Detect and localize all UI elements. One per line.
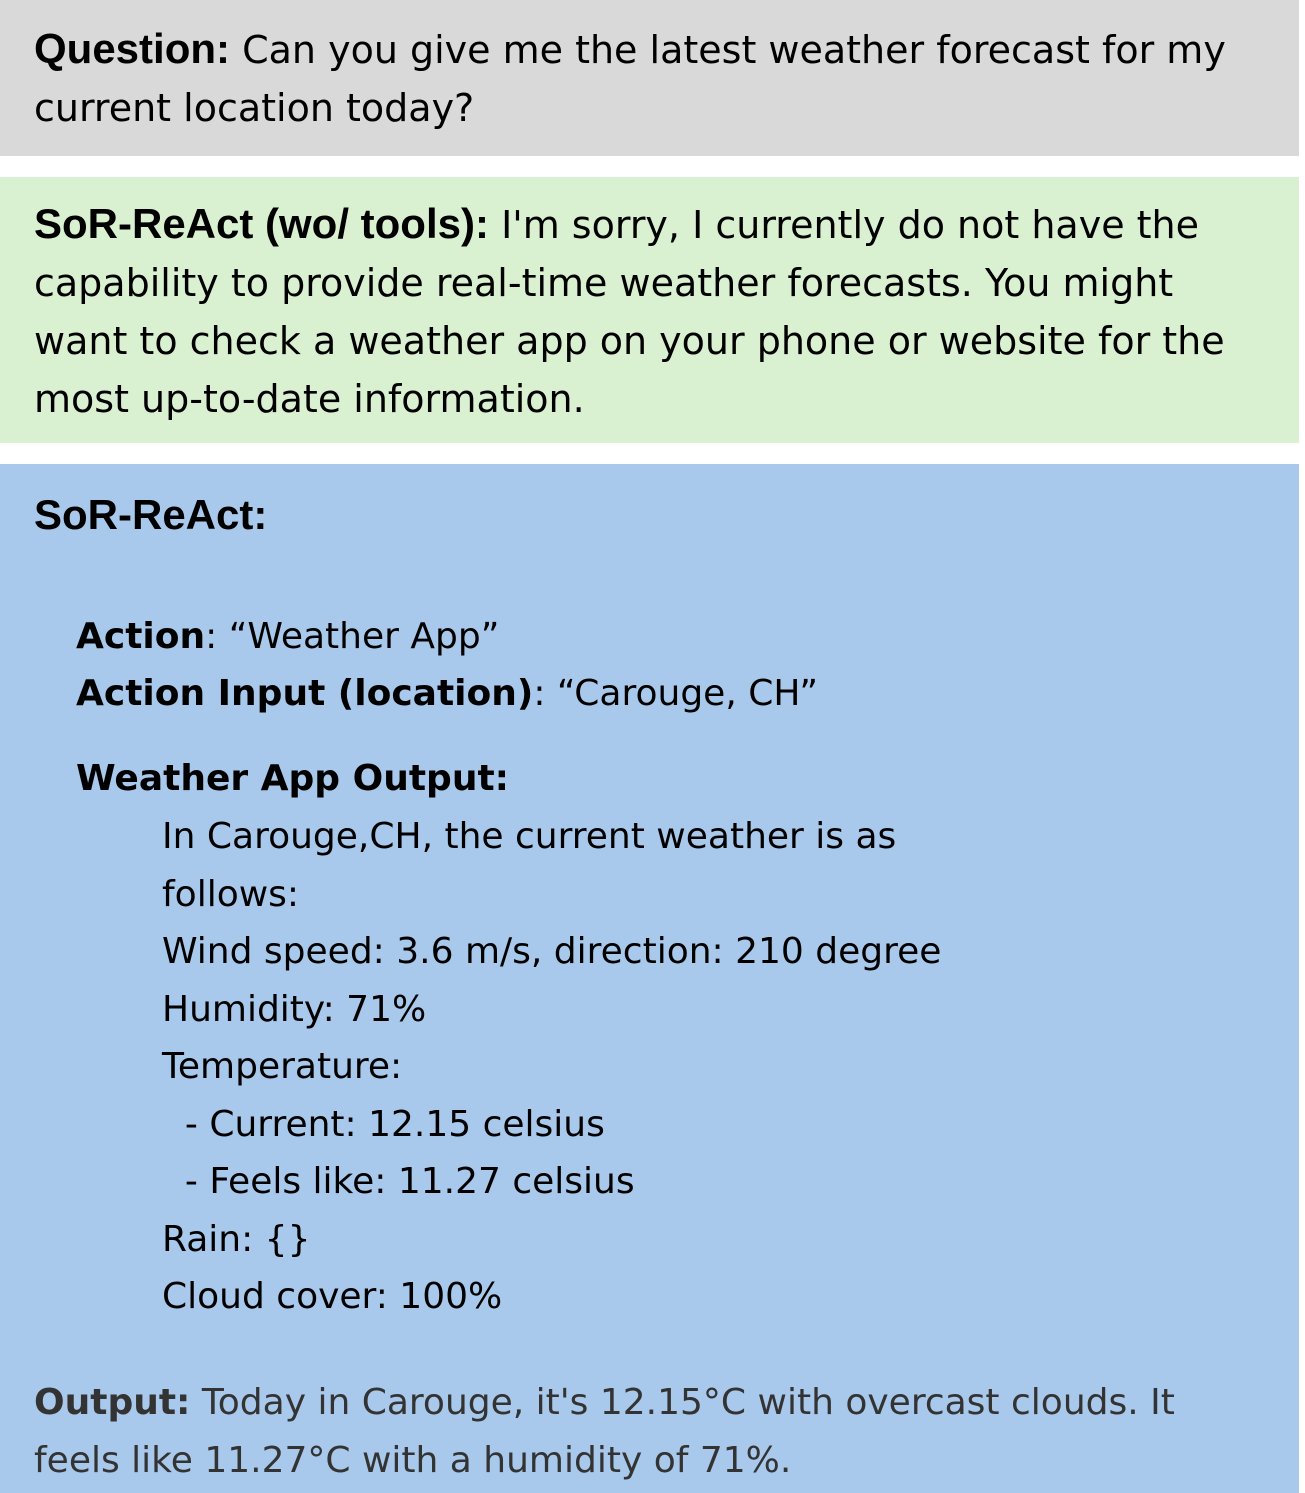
baseline-paragraph <box>34 195 1265 428</box>
sor-react-panel <box>0 464 1299 1493</box>
question-label: Question: <box>34 25 230 72</box>
app-output-line: In Carouge,CH, the current weather is as <box>162 816 897 857</box>
baseline-panel <box>0 177 1299 443</box>
action-input-value: : “Carouge, CH” <box>533 673 818 714</box>
app-output-line: - Feels like: 11.27 celsius <box>162 1161 635 1202</box>
app-output-line: Temperature: <box>162 1046 403 1087</box>
app-output-line: Rain: {} <box>162 1218 311 1260</box>
question-paragraph <box>34 20 1265 137</box>
action-line <box>76 608 1265 665</box>
final-output-paragraph <box>34 1374 1265 1490</box>
app-output-line: Wind speed: 3.6 m/s, direction: 210 degree <box>162 931 942 972</box>
action-input-label: Action Input (location) <box>76 673 534 714</box>
app-output-body <box>162 808 1265 1326</box>
baseline-text: I'm sorry, I currently do not have the capability to provide real-time weather forecasts. You might want to check a weather app on your phone or website for the most up-to-date information. <box>34 203 1225 421</box>
baseline-label: SoR-ReAct (wo/ tools): <box>34 200 489 247</box>
final-output-text: Today in Carouge, it's 12.15°C with overcast clouds. It feels like 11.27°C with a humidity of 71%. <box>34 1381 1175 1481</box>
app-output-line: Humidity: 71% <box>162 988 427 1030</box>
app-output-line: - Current: 12.15 celsius <box>162 1103 605 1145</box>
sor-react-label: SoR-ReAct: <box>34 491 268 538</box>
action-block <box>76 608 1265 722</box>
app-output-line: Cloud cover: 100% <box>162 1276 503 1317</box>
app-output-label: Weather App Output: <box>76 758 510 799</box>
question-panel <box>0 0 1299 156</box>
final-output-label: Output: <box>34 1381 191 1423</box>
action-value: : “Weather App” <box>205 616 500 657</box>
question-text: Can you give me the latest weather forecast for my current location today? <box>34 28 1226 130</box>
action-input-line <box>76 665 1265 722</box>
app-output-line: follows: <box>162 873 300 915</box>
action-label: Action <box>76 616 206 657</box>
